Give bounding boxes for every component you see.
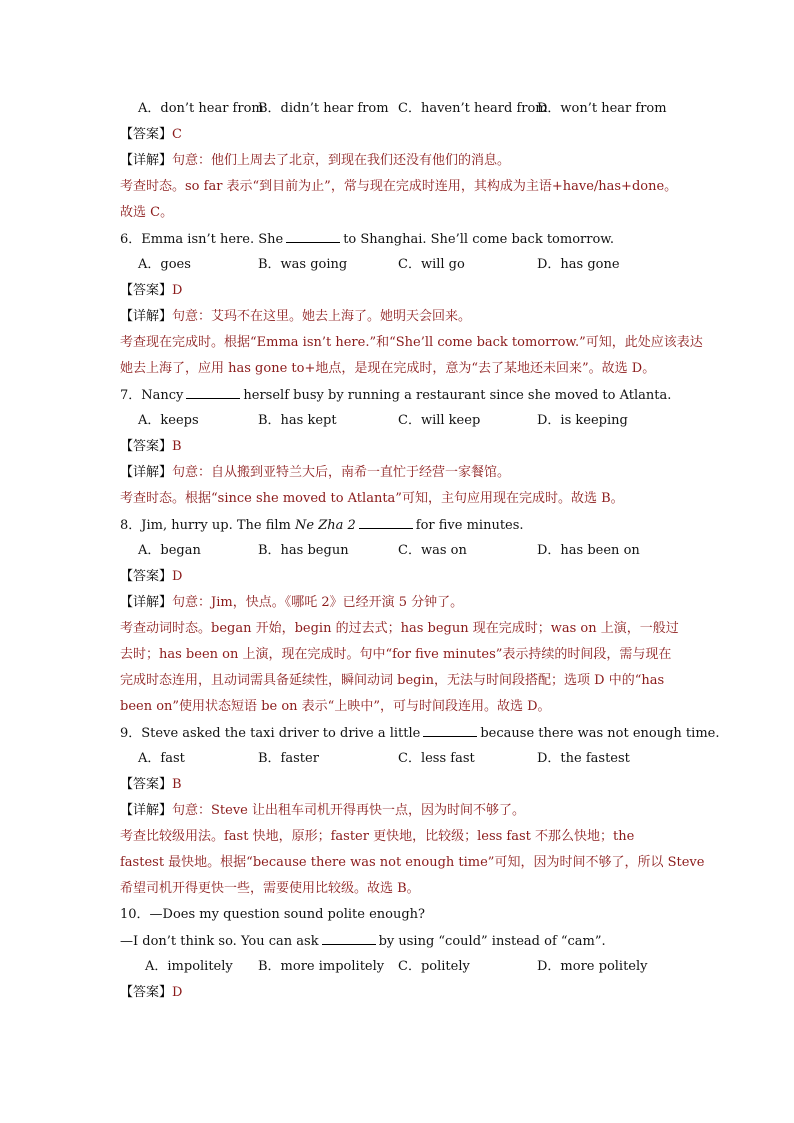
q7-answer: 【答案】B — [120, 439, 182, 454]
q9-analysis-line: 考查比较级用法。fast 快地，原形；faster 更快地，比较级；less fast 不那么快地；the — [120, 829, 635, 844]
q9-option-b: B．faster — [258, 751, 319, 766]
q9-option-d: D．the fastest — [537, 751, 630, 766]
q10-option-d: D．more politely — [537, 959, 648, 974]
q9-analysis-line: 希望司机开得更快一些，需要使用比较级。故选 B。 — [120, 881, 420, 896]
q8-option-b: B．has begun — [258, 543, 349, 558]
q9-stem: 9．Steve asked the taxi driver to drive a little because there was not enough time. — [120, 726, 720, 741]
q7-option-d: D．is keeping — [537, 413, 628, 428]
q10-stem-line1: 10．—Does my question sound polite enough? — [120, 907, 426, 922]
q7-detail: 【详解】句意：自从搬到亚特兰大后，南希一直忙于经营一家餐馆。 — [120, 465, 511, 480]
q6-detail: 【详解】句意：艾玛不在这里。她去上海了。她明天会回来。 — [120, 309, 472, 324]
q8-option-a: A．began — [138, 543, 201, 558]
q9-blank — [423, 724, 477, 737]
q5-option-c: C．haven’t heard from — [398, 101, 548, 116]
q8-option-c: C．was on — [398, 543, 467, 558]
q9-option-a: A．fast — [138, 751, 185, 766]
q6-option-a: A．goes — [138, 257, 191, 272]
q8-blank — [359, 516, 413, 529]
q10-option-a: A．impolitely — [145, 959, 233, 974]
q5-option-a: A．don’t hear from — [138, 101, 264, 116]
q9-option-c: C．less fast — [398, 751, 475, 766]
q8-answer: 【答案】D — [120, 569, 183, 584]
q7-option-a: A．keeps — [138, 413, 199, 428]
q10-stem-line2: —I don’t think so. You can ask by using “could” instead of “cam”. — [120, 934, 606, 949]
q10-option-c: C．politely — [398, 959, 470, 974]
q10-blank — [322, 932, 376, 945]
q5-analysis-line: 考查时态。so far 表示“到目前为止”，常与现在完成时连用，其构成为主语+have/has+done。 — [120, 179, 678, 194]
q5-option-b: B．didn’t hear from — [258, 101, 389, 116]
q9-answer: 【答案】B — [120, 777, 182, 792]
q10-answer: 【答案】D — [120, 985, 183, 1000]
q6-blank — [286, 230, 340, 243]
q5-answer: 【答案】C — [120, 127, 182, 142]
q7-option-c: C．will keep — [398, 413, 481, 428]
q8-analysis-line: 考查动词时态。began 开始，begin 的过去式；has begun 现在完成时；was on 上演，一般过 — [120, 621, 679, 636]
q5-detail: 【详解】句意：他们上周去了北京，到现在我们还没有他们的消息。 — [120, 153, 511, 168]
q6-option-c: C．will go — [398, 257, 465, 272]
q6-analysis-line: 考查现在完成时。根据“Emma isn’t here.”和“She’ll come back tomorrow.”可知，此处应该表达 — [120, 335, 703, 350]
q9-analysis-line: fastest 最快地。根据“because there was not enough time”可知，因为时间不够了，所以 Steve — [120, 855, 705, 870]
q9-detail: 【详解】句意：Steve 让出租车司机开得再快一点，因为时间不够了。 — [120, 803, 526, 818]
q10-option-b: B．more impolitely — [258, 959, 385, 974]
q5-option-d: D．won’t hear from — [537, 101, 667, 116]
q8-film-title: Ne Zha 2 — [295, 518, 356, 533]
q6-option-b: B．was going — [258, 257, 348, 272]
q8-analysis-line: been on”使用状态短语 be on 表示“上映中”，可与时间段连用。故选 D。 — [120, 699, 551, 714]
q8-detail: 【详解】句意：Jim，快点。《哪吒 2》已经开演 5 分钟了。 — [120, 595, 464, 610]
q7-option-b: B．has kept — [258, 413, 337, 428]
q6-option-d: D．has gone — [537, 257, 620, 272]
q7-analysis-line: 考查时态。根据“since she moved to Atlanta”可知，主句应用现在完成时。故选 B。 — [120, 491, 624, 506]
q6-stem: 6．Emma isn’t here. She to Shanghai. She’ll come back tomorrow. — [120, 232, 615, 247]
q7-blank — [186, 386, 240, 399]
q8-option-d: D．has been on — [537, 543, 640, 558]
q8-analysis-line: 去时；has been on 上演，现在完成时。句中“for five minutes”表示持续的时间段，需与现在 — [120, 647, 672, 662]
q8-analysis-line: 完成时态连用，且动词需具备延续性，瞬间动词 begin，无法与时间段搭配；选项 D 中的“has — [120, 673, 665, 688]
q6-analysis-line: 她去上海了，应用 has gone to+地点，是现在完成时，意为“去了某地还未回来”。故选 D。 — [120, 361, 656, 376]
q5-analysis-line: 故选 C。 — [120, 205, 174, 220]
q8-stem: 8．Jim, hurry up. The film Ne Zha 2 for five minutes. — [120, 518, 524, 533]
q6-answer: 【答案】D — [120, 283, 183, 298]
q7-stem: 7．Nancy herself busy by running a restaurant since she moved to Atlanta. — [120, 388, 672, 403]
